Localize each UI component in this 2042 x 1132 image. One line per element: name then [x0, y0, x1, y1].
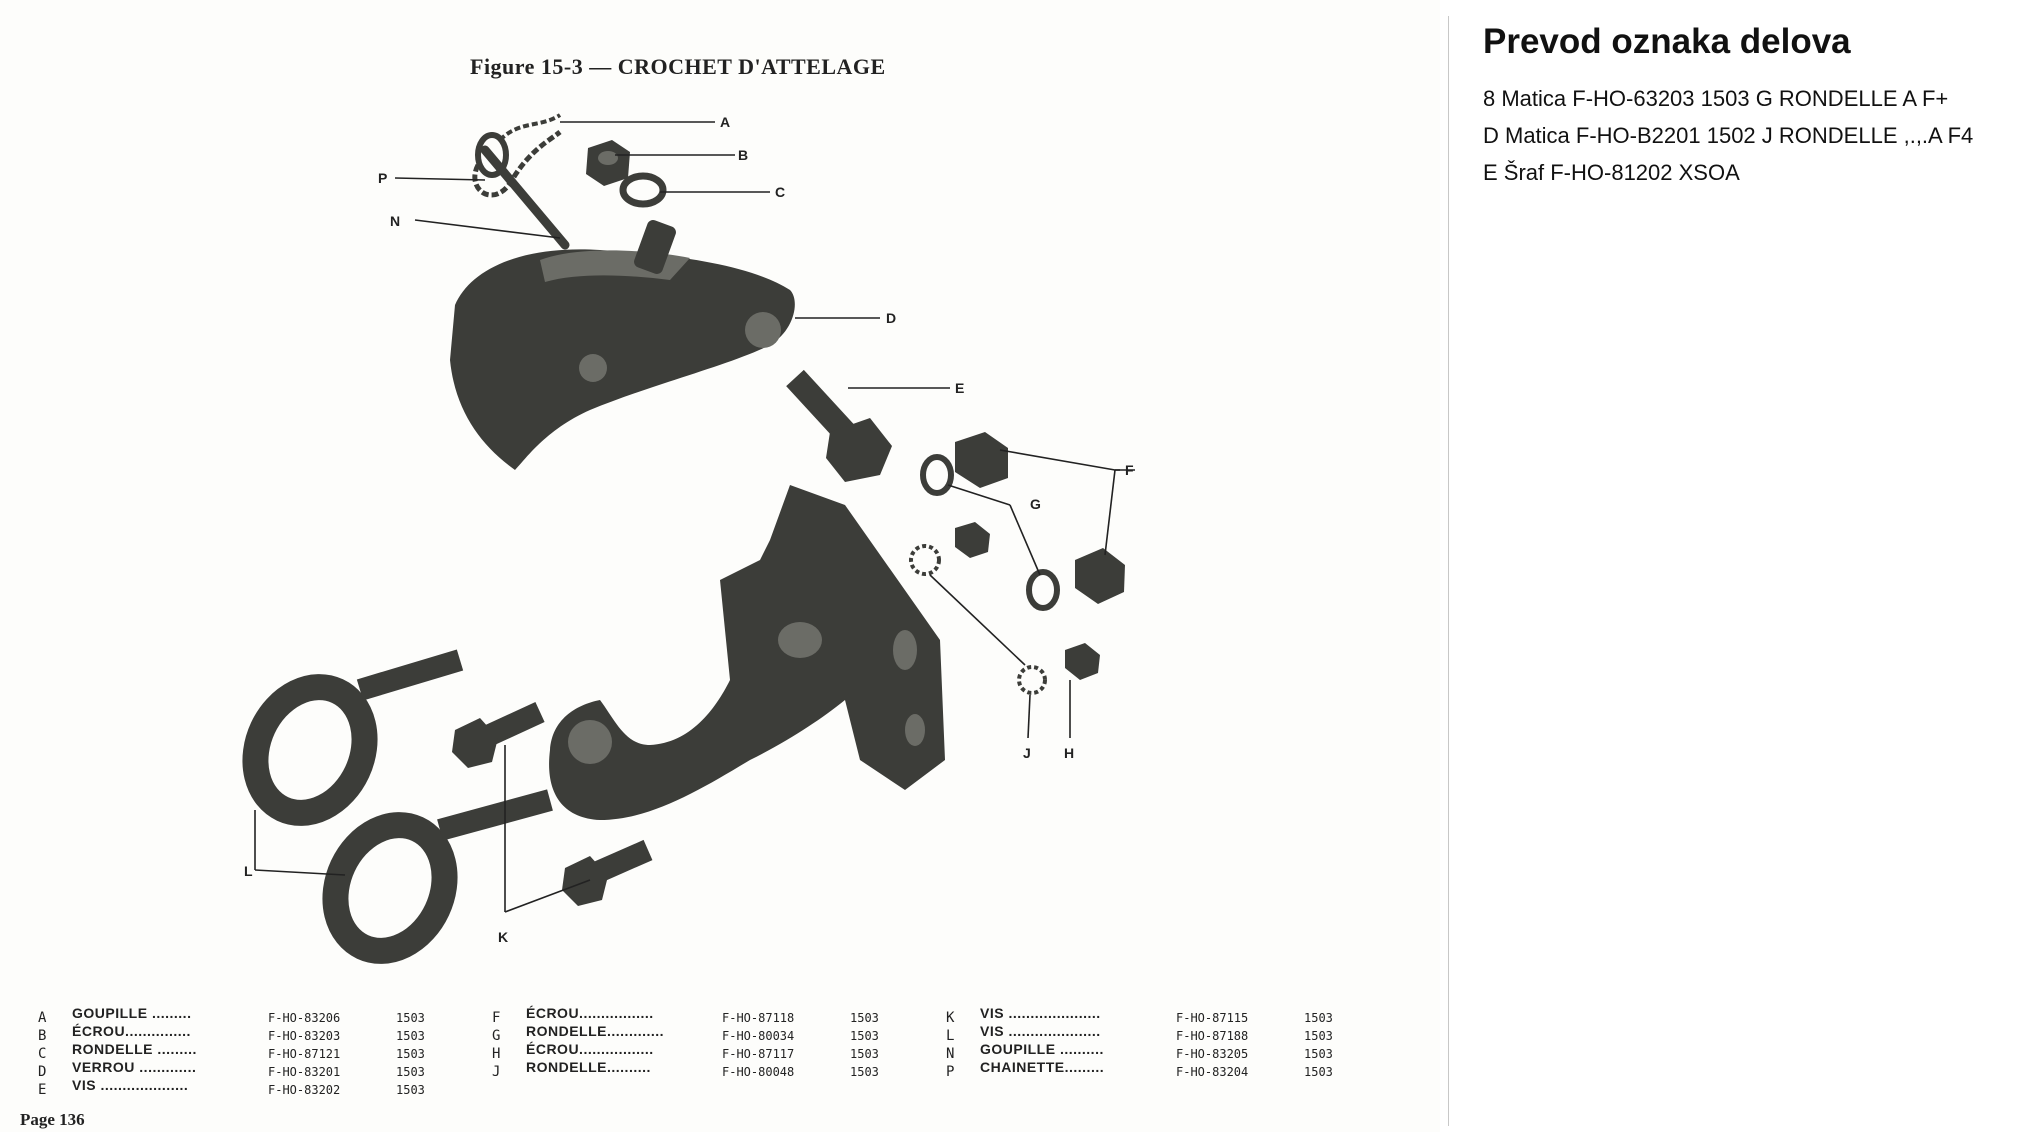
cotter-pin-part: [478, 135, 565, 245]
part-name: RONDELLE .........: [72, 1041, 197, 1057]
part-group: 1503: [850, 1011, 879, 1025]
translation-title: Prevod oznaka delova: [1483, 22, 1851, 61]
callout-p: P: [378, 170, 388, 186]
parts-row: [38, 1004, 440, 1026]
part-letter: G: [492, 1028, 501, 1044]
part-code: F-HO-87188: [1176, 1029, 1249, 1043]
part-letter: J: [492, 1064, 501, 1080]
part-name: CHAINETTE.........: [980, 1059, 1105, 1075]
part-group: 1503: [850, 1029, 879, 1043]
part-group: 1503: [1304, 1047, 1333, 1061]
part-group: 1503: [396, 1029, 425, 1043]
washer-c-part: [623, 176, 663, 204]
translation-line: E Šraf F-HO-81202 XSOA: [1483, 160, 1740, 185]
star-washer-j-lower-part: [1019, 667, 1045, 693]
callout-e: E: [955, 380, 965, 396]
part-letter: K: [946, 1010, 955, 1026]
part-letter: N: [946, 1046, 955, 1062]
part-name: VIS ....................: [72, 1077, 189, 1093]
part-code: F-HO-83203: [268, 1029, 341, 1043]
callout-c: C: [775, 184, 786, 200]
tow-hook-part: [549, 485, 945, 820]
callout-l: L: [244, 863, 253, 879]
part-letter: D: [38, 1064, 47, 1080]
part-name: GOUPILLE .........: [72, 1005, 192, 1021]
callout-b: B: [738, 147, 749, 163]
part-group: 1503: [1304, 1029, 1333, 1043]
bolt-e-part: [795, 378, 892, 482]
parts-row: [38, 1058, 440, 1080]
part-group: 1503: [1304, 1011, 1333, 1025]
part-code: F-HO-87115: [1176, 1011, 1249, 1025]
part-letter: H: [492, 1046, 501, 1062]
part-code: F-HO-87121: [268, 1047, 341, 1061]
part-letter: C: [38, 1046, 47, 1062]
callout-n: N: [390, 213, 401, 229]
parts-list-column-1: [38, 1004, 440, 1098]
part-code: F-HO-87117: [722, 1047, 795, 1061]
parts-row: [38, 1022, 440, 1044]
part-letter: E: [38, 1082, 47, 1098]
eye-bolt-l-upper-part: [235, 660, 460, 831]
part-name: VERROU .............: [72, 1059, 197, 1075]
washer-g-lower-part: [1029, 572, 1057, 608]
callout-g: G: [1030, 496, 1041, 512]
part-group: 1503: [396, 1047, 425, 1061]
nut-b-part: [586, 140, 630, 186]
part-name: ÉCROU.................: [526, 1005, 654, 1021]
panel-divider: [1448, 16, 1449, 1126]
nut-small-part: [955, 522, 990, 558]
bolt-k-lower-part: [562, 850, 648, 906]
parts-row: [946, 1058, 1348, 1080]
eye-bolt-l-lower-part: [315, 800, 550, 969]
washer-g-upper-part: [923, 457, 951, 493]
part-code: F-HO-83201: [268, 1065, 341, 1079]
parts-list-column-3: [946, 1004, 1348, 1080]
parts-row: [492, 1004, 894, 1026]
part-code: F-HO-80034: [722, 1029, 795, 1043]
part-code: F-HO-83204: [1176, 1065, 1249, 1079]
part-letter: L: [946, 1028, 955, 1044]
parts-row: [492, 1058, 894, 1080]
parts-row: [38, 1040, 440, 1062]
part-name: ÉCROU.................: [526, 1041, 654, 1057]
nut-h-part: [1065, 643, 1100, 680]
latch-d-part: [450, 218, 795, 470]
nut-f-upper-part: [955, 432, 1008, 488]
part-name: ÉCROU...............: [72, 1023, 191, 1039]
callout-a: A: [720, 114, 731, 130]
part-letter: P: [946, 1064, 955, 1080]
parts-row: [946, 1022, 1348, 1044]
page-number: Page 136: [20, 1110, 85, 1129]
parts-list-column-2: [492, 1004, 894, 1080]
part-code: F-HO-80048: [722, 1065, 795, 1079]
parts-row: [492, 1022, 894, 1044]
part-group: 1503: [850, 1065, 879, 1079]
part-name: VIS .....................: [980, 1005, 1101, 1021]
translation-line: D Matica F-HO-B2201 1502 J RONDELLE ,.,.A F4: [1483, 123, 1974, 148]
part-code: F-HO-83205: [1176, 1047, 1249, 1061]
parts-row: [946, 1040, 1348, 1062]
part-letter: F: [492, 1010, 501, 1026]
part-code: F-HO-83202: [268, 1083, 341, 1097]
part-group: 1503: [396, 1083, 425, 1097]
translation-panel: [1483, 22, 2023, 191]
callout-f: F: [1125, 462, 1134, 478]
part-letter: B: [38, 1028, 47, 1044]
parts-row: [38, 1076, 440, 1098]
parts-row: [946, 1004, 1348, 1026]
bolt-k-upper-part: [452, 712, 540, 768]
part-code: F-HO-87118: [722, 1011, 795, 1025]
part-group: 1503: [1304, 1065, 1333, 1079]
part-name: VIS .....................: [980, 1023, 1101, 1039]
part-code: F-HO-83206: [268, 1011, 341, 1025]
part-group: 1503: [396, 1011, 425, 1025]
callout-h: H: [1064, 745, 1075, 761]
parts-row: [492, 1040, 894, 1062]
callout-k: K: [498, 929, 509, 945]
part-name: RONDELLE.............: [526, 1023, 665, 1039]
callout-j: J: [1023, 745, 1031, 761]
part-name: GOUPILLE ..........: [980, 1041, 1104, 1057]
callout-d: D: [886, 310, 897, 326]
callout-leaders: [255, 122, 1135, 912]
nut-f-lower-part: [1075, 548, 1125, 604]
part-group: 1503: [396, 1065, 425, 1079]
part-letter: A: [38, 1010, 47, 1026]
translation-line: 8 Matica F-HO-63203 1503 G RONDELLE A F+: [1483, 86, 1949, 111]
star-washer-j-upper-part: [911, 546, 939, 574]
part-group: 1503: [850, 1047, 879, 1061]
part-name: RONDELLE..........: [526, 1059, 651, 1075]
figure-title: Figure 15-3 — CROCHET D'ATTELAGE: [470, 54, 886, 79]
